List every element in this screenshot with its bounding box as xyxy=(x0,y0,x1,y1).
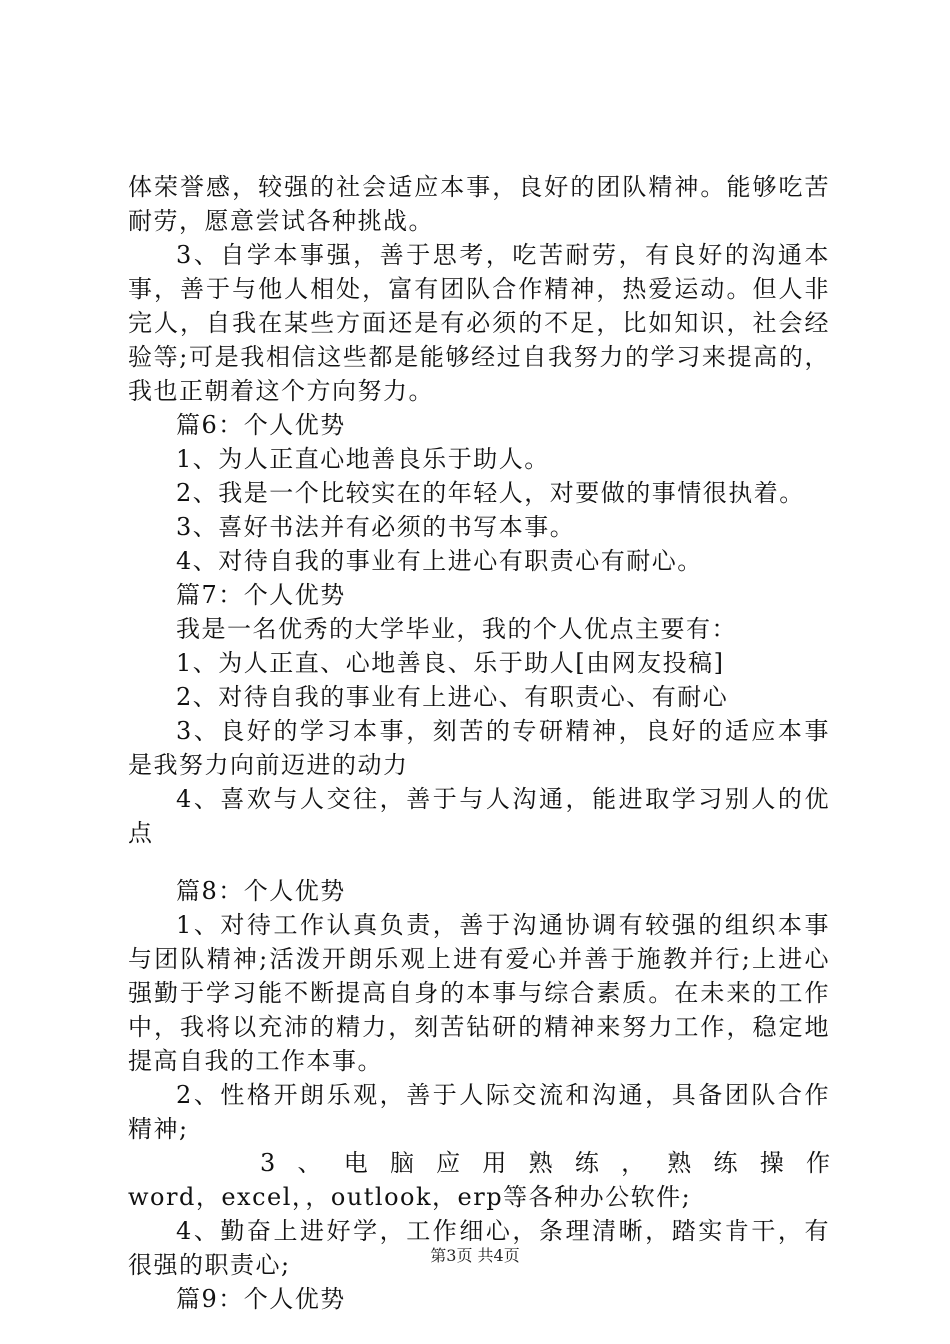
list-item: 2、对待自我的事业有上进心、有职责心、有耐心 xyxy=(176,683,729,711)
list-item: 3、喜好书法并有必须的书写本事。 xyxy=(176,513,576,541)
paragraph: 体荣誉感，较强的社会适应本事，良好的团队精神。能够吃苦耐劳，愿意尝试各种挑战。 xyxy=(128,173,830,235)
list-item: 4、勤奋上进好学，工作细心，条理清晰，踏实肯干，有很强的职责心; xyxy=(128,1217,830,1279)
list-item: 2、性格开朗乐观，善于人际交流和沟通，具备团队合作精神; xyxy=(128,1081,830,1143)
list-item: 1、对待工作认真负责，善于沟通协调有较强的组织本事与团队精神;活泼开朗乐观上进有爱心并善于施教并行;上进心强勤于学习能不断提高自身的本事与综合素质。在未来的工作中，我将以充沛的精力，刻苦钻研的精神来努力工作，稳定地提高自我的工作本事。 xyxy=(128,911,830,1075)
list-item: 1、为人正直、心地善良、乐于助人[由网友投稿] xyxy=(176,649,725,677)
section-heading: 篇6：个人优势 xyxy=(176,411,346,439)
list-item: 3、良好的学习本事，刻苦的专研精神，良好的适应本事是我努力向前迈进的动力 xyxy=(128,717,830,779)
paragraph: 3、自学本事强，善于思考，吃苦耐劳，有良好的沟通本事，善于与他人相处，富有团队合作精神，热爱运动。但人非完人，自我在某些方面还是有必须的不足，比如知识，社会经验等;可是我相信这些都是能够经过自我努力的学习来提高的，我也正朝着这个方向努力。 xyxy=(128,241,830,405)
section-heading: 篇7：个人优势 xyxy=(176,581,346,609)
list-item: 2、我是一个比较实在的年轻人，对要做的事情很执着。 xyxy=(176,479,805,507)
paragraph: 我是一名优秀的大学毕业，我的个人优点主要有： xyxy=(176,615,737,643)
list-item: 4、喜欢与人交往，善于与人沟通，能进取学习别人的优点 xyxy=(128,785,830,847)
page-footer: 第3页 共4页 xyxy=(430,1246,520,1265)
list-item: 4、对待自我的事业有上进心有职责心有耐心。 xyxy=(176,547,703,575)
list-item: 1、为人正直心地善良乐于助人。 xyxy=(176,445,550,473)
blank-line xyxy=(128,850,830,874)
section-heading: 篇8：个人优势 xyxy=(176,877,346,905)
section-heading: 篇9：个人优势 xyxy=(176,1285,346,1313)
paragraph: word，excel，，outlook，erp等各种办公软件; xyxy=(128,1183,692,1211)
list-item: 3、电脑应用熟练，熟练操作 xyxy=(260,1149,830,1177)
document-body xyxy=(128,170,830,1316)
